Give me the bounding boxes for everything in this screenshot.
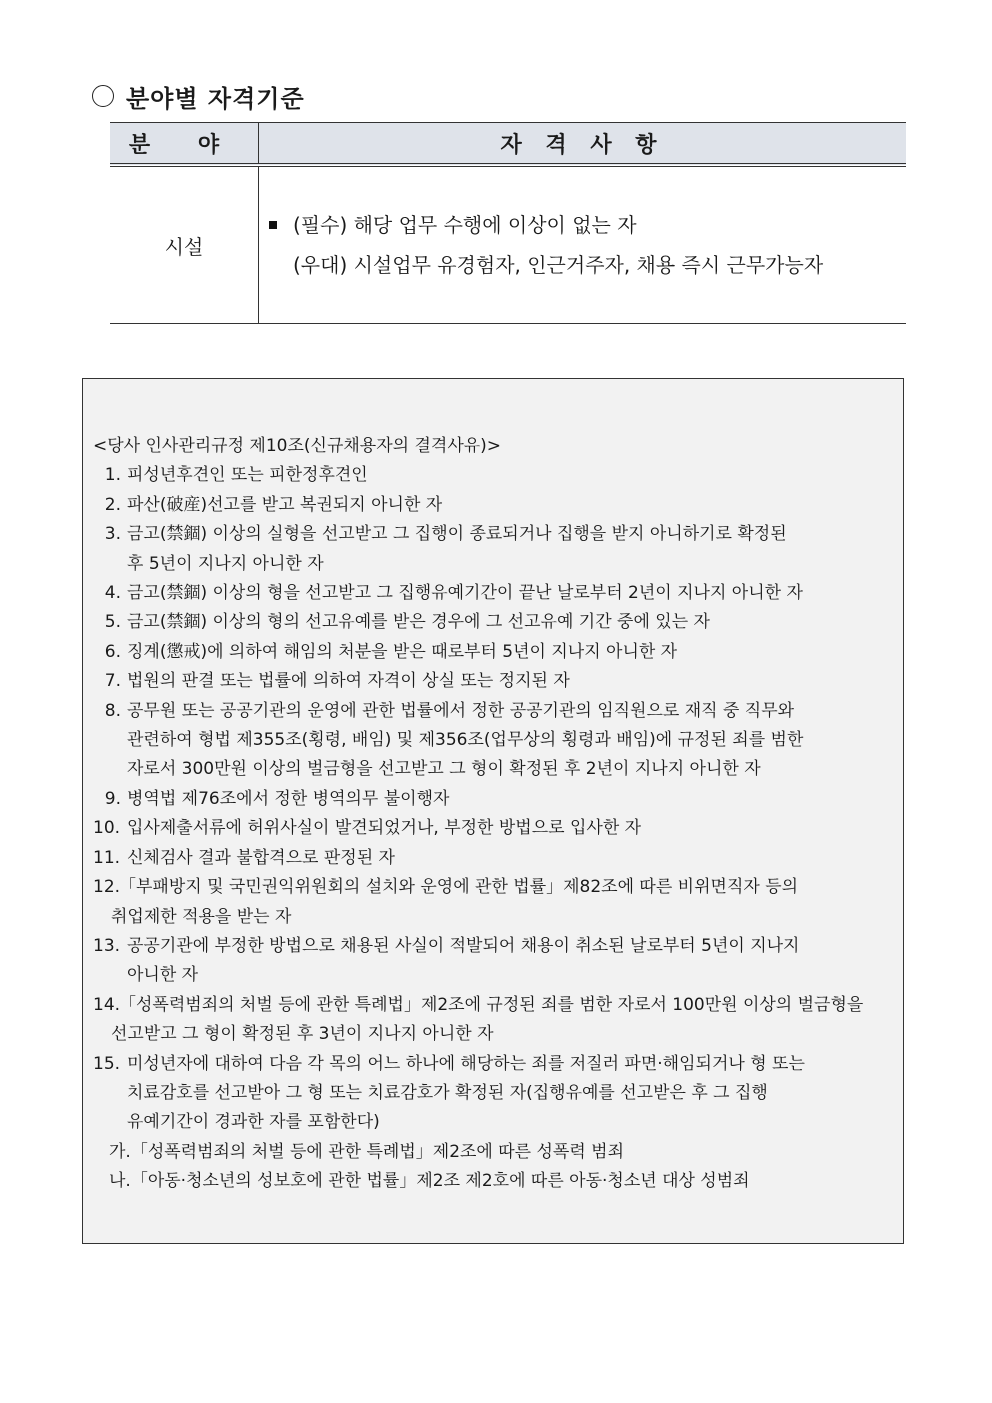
item-line: 공무원 또는 공공기관의 운영에 관한 법률에서 정한 공공기관의 임직원으로 재직 중 직무와 (127, 700, 795, 721)
item-number: 14. (93, 994, 121, 1015)
item-line: 금고(禁錮) 이상의 형을 선고받고 그 집행유예기간이 끝난 날로부터 2년이 지나지 아니한 자 (127, 583, 803, 604)
item-body (127, 1050, 805, 1138)
item-body (127, 608, 710, 637)
item-number: 13. (93, 935, 121, 956)
item-line: 「부패방지 및 국민권익위원회의 설치와 운영에 관한 법률」제82조에 따른 비위면직자 등의 (119, 877, 799, 898)
item-body (127, 667, 570, 696)
item-number: 7. (104, 671, 121, 692)
item-line: 파산(破産)선고를 받고 복권되지 아니한 자 (127, 494, 443, 515)
item-line: 금고(禁錮) 이상의 형의 선고유예를 받은 경우에 그 선고유예 기간 중에 있는 자 (127, 612, 710, 633)
item-line: 입사제출서류에 허위사실이 발견되었거나, 부정한 방법으로 입사한 자 (127, 818, 642, 839)
list-item (93, 579, 893, 608)
item-number: 3. (104, 524, 121, 545)
item-line: 취업제한 적용을 받는 자 (111, 906, 292, 927)
qualification-line (269, 205, 906, 245)
item-number: 6. (104, 641, 121, 662)
item-body (127, 461, 368, 490)
item-body (127, 932, 799, 991)
regulation-content (93, 432, 893, 1197)
item-body (111, 991, 864, 1050)
qualification-cell (259, 165, 907, 324)
item-number: 4. (104, 583, 121, 604)
qualification-preferred: (우대) 시설업무 유경험자, 인근거주자, 채용 즉시 근무가능자 (293, 253, 824, 277)
item-line: 치료감호를 선고받아 그 형 또는 치료감호가 확정된 자(집행유예를 선고받은 후 그 집행 (127, 1082, 768, 1103)
item-number: 11. (93, 847, 121, 868)
item-number: 12. (93, 877, 121, 898)
item-body (127, 844, 395, 873)
item-number: 10. (93, 818, 121, 839)
list-item (93, 638, 893, 667)
qualification-line (269, 245, 906, 285)
list-item (93, 520, 893, 579)
item-line: 병역법 제76조에서 정한 병역의무 불이행자 (127, 788, 450, 809)
list-item (93, 667, 893, 696)
circle-icon (92, 85, 114, 107)
item-line: 관련하여 형법 제355조(횡령, 배임) 및 제356조(업무상의 횡령과 배임)에 규정된 죄를 범한 (127, 730, 804, 751)
section-heading (92, 78, 305, 114)
item-body (127, 520, 787, 579)
item-body (127, 785, 449, 814)
item-line: 신체검사 결과 불합격으로 판정된 자 (127, 847, 395, 868)
item-line: 아니한 자 (127, 965, 199, 986)
sub-item: 나.「아동·청소년의 성보호에 관한 법률」제2조 제2호에 따른 아동·청소년 대상 성범죄 (109, 1171, 750, 1192)
list-item (93, 697, 893, 785)
item-line: 미성년자에 대하여 다음 각 목의 어느 하나에 해당하는 죄를 저질러 파면·해임되거나 형 또는 (127, 1053, 805, 1074)
field-cell: 시설 (110, 165, 259, 324)
item-number: 8. (104, 700, 121, 721)
item-line: 자로서 300만원 이상의 벌금형을 선고받고 그 형이 확정된 후 2년이 지나지 아니한 자 (127, 759, 761, 780)
list-item (93, 491, 893, 520)
list-item (93, 932, 893, 991)
list-item (93, 608, 893, 637)
list-item (93, 461, 893, 490)
sub-item: 가.「성폭력범죄의 처벌 등에 관한 특례법」제2조에 따른 성폭력 범죄 (109, 1141, 625, 1162)
header-field: 분 야 (110, 123, 259, 166)
item-line: 징계(懲戒)에 의하여 해임의 처분을 받은 때로부터 5년이 지나지 아니한 자 (127, 641, 678, 662)
item-body (127, 579, 803, 608)
item-line: 선고받고 그 형이 확정된 후 3년이 지나지 아니한 자 (111, 1024, 494, 1045)
criteria-table (110, 122, 906, 324)
list-item (93, 844, 893, 873)
item-body (127, 814, 641, 843)
section-title: 분야별 자격기준 (126, 84, 305, 113)
item-body (127, 638, 677, 667)
list-item (93, 785, 893, 814)
regulation-title: <당사 인사관리규정 제10조(신규채용자의 결격사유)> (93, 436, 502, 456)
item-number: 9. (104, 788, 121, 809)
item-body (127, 697, 803, 785)
qualification-required: (필수) 해당 업무 수행에 이상이 없는 자 (293, 213, 637, 237)
item-line: 금고(禁錮) 이상의 실형을 선고받고 그 집행이 종료되거나 집행을 받지 아니하기로 확정된 (127, 524, 787, 545)
item-line: 법원의 판결 또는 법률에 의하여 자격이 상실 또는 정지된 자 (127, 671, 570, 692)
item-number: 1. (104, 465, 121, 486)
item-line: 유예기간이 경과한 자를 포함한다) (127, 1112, 380, 1133)
item-body (127, 491, 442, 520)
item-line: 공공기관에 부정한 방법으로 채용된 사실이 적발되어 채용이 취소된 날로부터 5년이 지나지 (127, 935, 800, 956)
regulation-box (82, 378, 904, 1244)
item-line: 후 5년이 지나지 아니한 자 (127, 553, 324, 574)
square-bullet-icon (269, 221, 277, 229)
item-line: 「성폭력범죄의 처벌 등에 관한 특례법」제2조에 규정된 죄를 범한 자로서 100만원 이상의 벌금형을 (119, 994, 864, 1015)
list-item (93, 814, 893, 843)
header-qualifications: 자 격 사 항 (259, 123, 907, 166)
item-body (111, 873, 799, 932)
list-item (93, 991, 893, 1050)
item-line: 피성년후견인 또는 피한정후견인 (127, 465, 368, 486)
table-header-row (110, 123, 906, 166)
item-number: 2. (104, 494, 121, 515)
table-row (110, 165, 906, 324)
list-item (93, 873, 893, 932)
item-number: 15. (93, 1053, 121, 1074)
item-number: 5. (104, 612, 121, 633)
list-item (93, 1050, 893, 1138)
